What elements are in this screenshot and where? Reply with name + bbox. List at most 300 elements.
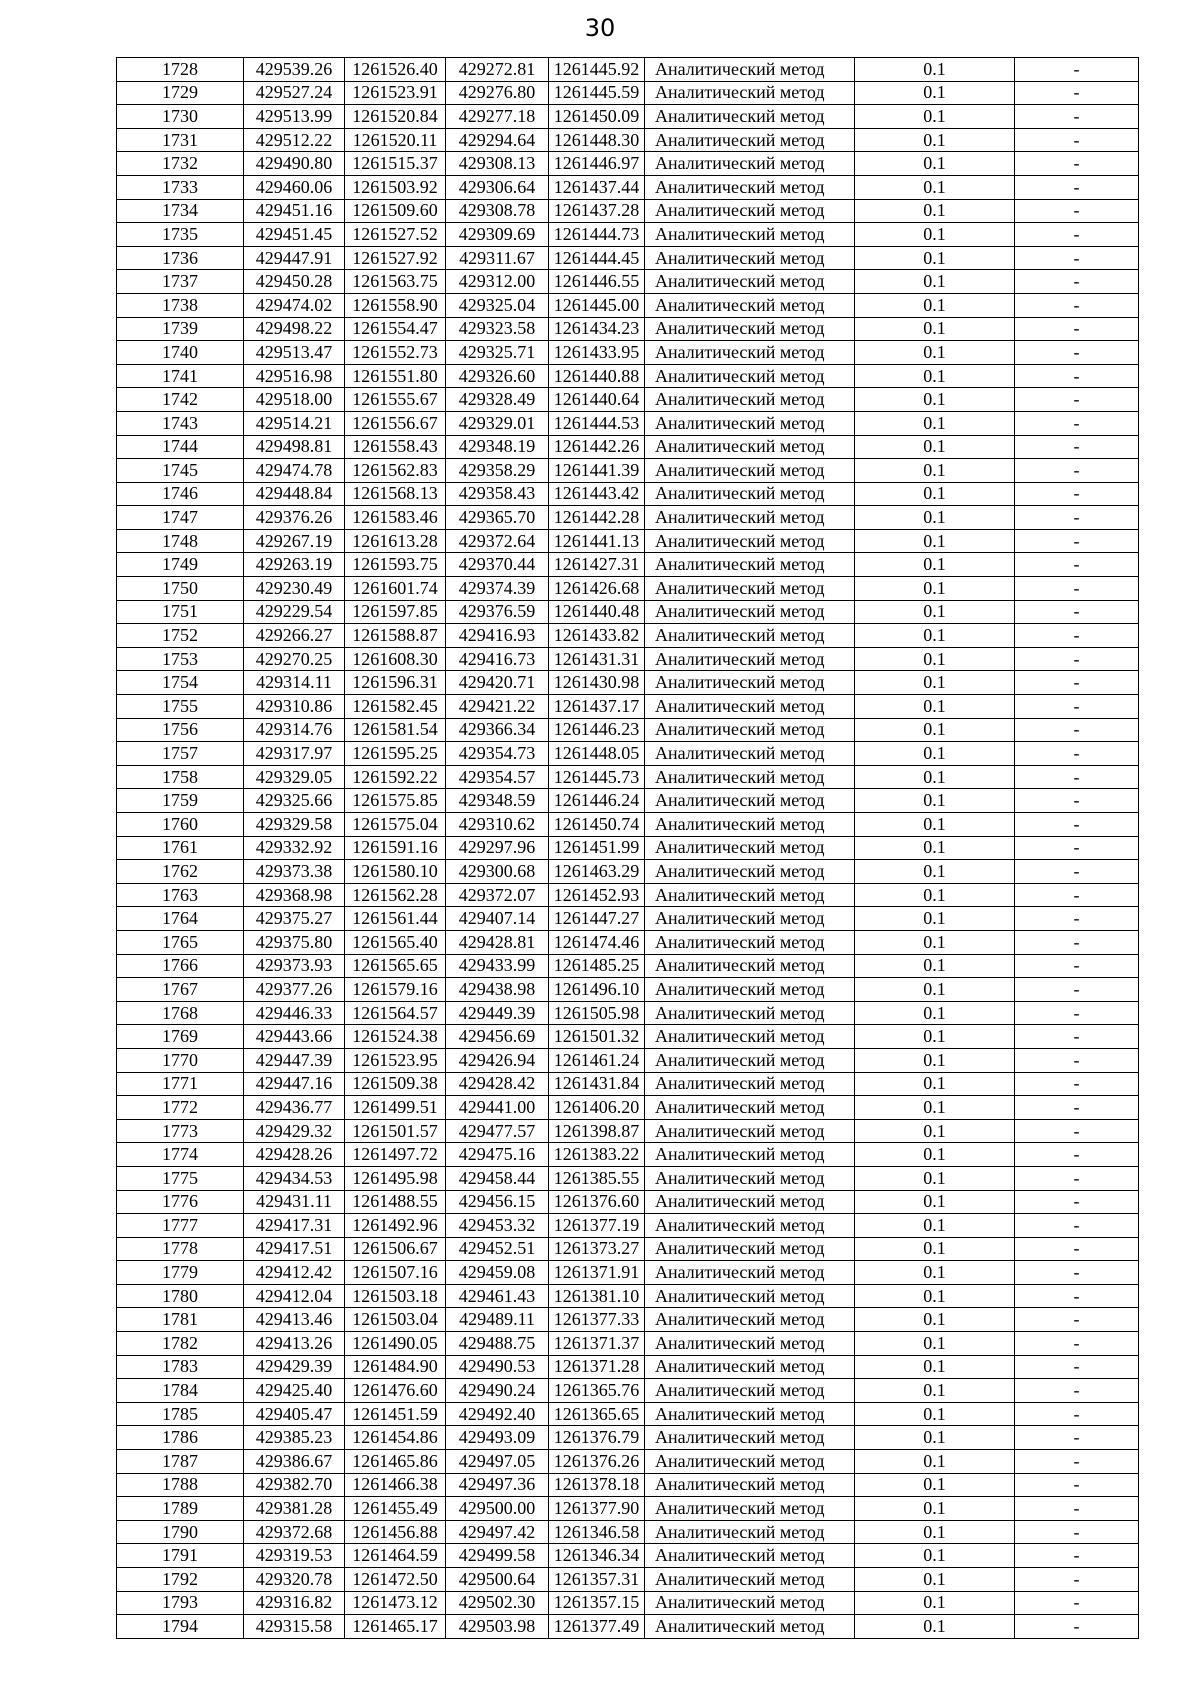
x2-cell: 429407.14 [446, 907, 549, 931]
point-number-cell: 1763 [117, 883, 244, 907]
point-number-cell: 1775 [117, 1166, 244, 1190]
y1-cell: 1261527.52 [345, 223, 446, 247]
table-row [117, 1143, 1139, 1167]
y1-cell: 1261558.43 [345, 435, 446, 459]
y1-cell: 1261551.80 [345, 364, 446, 388]
y2-cell: 1261431.84 [549, 1072, 645, 1096]
accuracy-cell: 0.1 [855, 1520, 1015, 1544]
accuracy-cell: 0.1 [855, 482, 1015, 506]
note-cell: - [1015, 860, 1139, 884]
method-cell: Аналитический метод [645, 317, 855, 341]
x1-cell: 429443.66 [244, 1025, 345, 1049]
y2-cell: 1261406.20 [549, 1096, 645, 1120]
method-cell: Аналитический метод [645, 695, 855, 719]
table-row [117, 695, 1139, 719]
y2-cell: 1261357.31 [549, 1568, 645, 1592]
point-number-cell: 1771 [117, 1072, 244, 1096]
y2-cell: 1261377.19 [549, 1214, 645, 1238]
point-number-cell: 1751 [117, 600, 244, 624]
table-row [117, 1379, 1139, 1403]
point-number-cell: 1784 [117, 1379, 244, 1403]
y1-cell: 1261556.67 [345, 411, 446, 435]
x2-cell: 429502.30 [446, 1591, 549, 1615]
point-number-cell: 1790 [117, 1520, 244, 1544]
x1-cell: 429412.04 [244, 1284, 345, 1308]
method-cell: Аналитический метод [645, 671, 855, 695]
y1-cell: 1261575.85 [345, 789, 446, 813]
point-number-cell: 1738 [117, 293, 244, 317]
point-number-cell: 1793 [117, 1591, 244, 1615]
x1-cell: 429513.47 [244, 341, 345, 365]
accuracy-cell: 0.1 [855, 860, 1015, 884]
y2-cell: 1261448.05 [549, 742, 645, 766]
y2-cell: 1261442.28 [549, 506, 645, 530]
method-cell: Аналитический метод [645, 600, 855, 624]
y1-cell: 1261591.16 [345, 836, 446, 860]
method-cell: Аналитический метод [645, 1166, 855, 1190]
accuracy-cell: 0.1 [855, 765, 1015, 789]
method-cell: Аналитический метод [645, 978, 855, 1002]
method-cell: Аналитический метод [645, 105, 855, 129]
y2-cell: 1261371.37 [549, 1332, 645, 1356]
x2-cell: 429459.08 [446, 1261, 549, 1285]
point-number-cell: 1792 [117, 1568, 244, 1592]
y1-cell: 1261499.51 [345, 1096, 446, 1120]
accuracy-cell: 0.1 [855, 1166, 1015, 1190]
y2-cell: 1261450.74 [549, 813, 645, 837]
x2-cell: 429308.78 [446, 199, 549, 223]
x1-cell: 429316.82 [244, 1591, 345, 1615]
x2-cell: 429311.67 [446, 246, 549, 270]
table-row [117, 223, 1139, 247]
table-row [117, 341, 1139, 365]
x2-cell: 429458.44 [446, 1166, 549, 1190]
method-cell: Аналитический метод [645, 1450, 855, 1474]
y1-cell: 1261524.38 [345, 1025, 446, 1049]
y1-cell: 1261588.87 [345, 624, 446, 648]
table-row [117, 1048, 1139, 1072]
x1-cell: 429263.19 [244, 553, 345, 577]
note-cell: - [1015, 1237, 1139, 1261]
x1-cell: 429320.78 [244, 1568, 345, 1592]
method-cell: Аналитический метод [645, 293, 855, 317]
y1-cell: 1261592.22 [345, 765, 446, 789]
y1-cell: 1261558.90 [345, 293, 446, 317]
note-cell: - [1015, 577, 1139, 601]
note-cell: - [1015, 1402, 1139, 1426]
method-cell: Аналитический метод [645, 624, 855, 648]
note-cell: - [1015, 1261, 1139, 1285]
point-number-cell: 1742 [117, 388, 244, 412]
method-cell: Аналитический метод [645, 860, 855, 884]
accuracy-cell: 0.1 [855, 175, 1015, 199]
point-number-cell: 1779 [117, 1261, 244, 1285]
x2-cell: 429370.44 [446, 553, 549, 577]
y2-cell: 1261474.46 [549, 930, 645, 954]
method-cell: Аналитический метод [645, 1402, 855, 1426]
y1-cell: 1261520.11 [345, 128, 446, 152]
y1-cell: 1261561.44 [345, 907, 446, 931]
y2-cell: 1261505.98 [549, 1001, 645, 1025]
note-cell: - [1015, 506, 1139, 530]
accuracy-cell: 0.1 [855, 459, 1015, 483]
note-cell: - [1015, 341, 1139, 365]
y1-cell: 1261582.45 [345, 695, 446, 719]
x2-cell: 429297.96 [446, 836, 549, 860]
method-cell: Аналитический метод [645, 1615, 855, 1639]
x1-cell: 429527.24 [244, 81, 345, 105]
accuracy-cell: 0.1 [855, 907, 1015, 931]
y1-cell: 1261579.16 [345, 978, 446, 1002]
point-number-cell: 1749 [117, 553, 244, 577]
x2-cell: 429428.42 [446, 1072, 549, 1096]
accuracy-cell: 0.1 [855, 1615, 1015, 1639]
note-cell: - [1015, 742, 1139, 766]
method-cell: Аналитический метод [645, 1591, 855, 1615]
accuracy-cell: 0.1 [855, 789, 1015, 813]
note-cell: - [1015, 411, 1139, 435]
point-number-cell: 1789 [117, 1497, 244, 1521]
x1-cell: 429332.92 [244, 836, 345, 860]
y1-cell: 1261597.85 [345, 600, 446, 624]
point-number-cell: 1773 [117, 1119, 244, 1143]
x2-cell: 429499.58 [446, 1544, 549, 1568]
x1-cell: 429498.22 [244, 317, 345, 341]
accuracy-cell: 0.1 [855, 695, 1015, 719]
x2-cell: 429300.68 [446, 860, 549, 884]
note-cell: - [1015, 1379, 1139, 1403]
accuracy-cell: 0.1 [855, 718, 1015, 742]
x2-cell: 429426.94 [446, 1048, 549, 1072]
y2-cell: 1261437.17 [549, 695, 645, 719]
note-cell: - [1015, 1001, 1139, 1025]
x1-cell: 429425.40 [244, 1379, 345, 1403]
x1-cell: 429229.54 [244, 600, 345, 624]
method-cell: Аналитический метод [645, 1214, 855, 1238]
y1-cell: 1261523.91 [345, 81, 446, 105]
x2-cell: 429449.39 [446, 1001, 549, 1025]
point-number-cell: 1734 [117, 199, 244, 223]
x2-cell: 429294.64 [446, 128, 549, 152]
note-cell: - [1015, 1591, 1139, 1615]
note-cell: - [1015, 671, 1139, 695]
note-cell: - [1015, 128, 1139, 152]
x1-cell: 429405.47 [244, 1402, 345, 1426]
x2-cell: 429497.42 [446, 1520, 549, 1544]
point-number-cell: 1736 [117, 246, 244, 270]
x1-cell: 429434.53 [244, 1166, 345, 1190]
method-cell: Аналитический метод [645, 930, 855, 954]
x1-cell: 429375.27 [244, 907, 345, 931]
method-cell: Аналитический метод [645, 1190, 855, 1214]
y1-cell: 1261466.38 [345, 1473, 446, 1497]
point-number-cell: 1776 [117, 1190, 244, 1214]
x2-cell: 429312.00 [446, 270, 549, 294]
x1-cell: 429412.42 [244, 1261, 345, 1285]
accuracy-cell: 0.1 [855, 1214, 1015, 1238]
method-cell: Аналитический метод [645, 435, 855, 459]
method-cell: Аналитический метод [645, 128, 855, 152]
method-cell: Аналитический метод [645, 1048, 855, 1072]
x2-cell: 429492.40 [446, 1402, 549, 1426]
y1-cell: 1261503.04 [345, 1308, 446, 1332]
note-cell: - [1015, 317, 1139, 341]
y2-cell: 1261440.64 [549, 388, 645, 412]
y2-cell: 1261444.73 [549, 223, 645, 247]
note-cell: - [1015, 647, 1139, 671]
accuracy-cell: 0.1 [855, 1261, 1015, 1285]
x1-cell: 429373.38 [244, 860, 345, 884]
point-number-cell: 1747 [117, 506, 244, 530]
y2-cell: 1261496.10 [549, 978, 645, 1002]
x1-cell: 429417.31 [244, 1214, 345, 1238]
y1-cell: 1261568.13 [345, 482, 446, 506]
table-row [117, 1308, 1139, 1332]
accuracy-cell: 0.1 [855, 1143, 1015, 1167]
y1-cell: 1261488.55 [345, 1190, 446, 1214]
x2-cell: 429358.43 [446, 482, 549, 506]
note-cell: - [1015, 388, 1139, 412]
x1-cell: 429270.25 [244, 647, 345, 671]
point-number-cell: 1729 [117, 81, 244, 105]
y2-cell: 1261445.92 [549, 58, 645, 82]
x2-cell: 429421.22 [446, 695, 549, 719]
accuracy-cell: 0.1 [855, 1568, 1015, 1592]
point-number-cell: 1733 [117, 175, 244, 199]
table-row [117, 883, 1139, 907]
accuracy-cell: 0.1 [855, 1426, 1015, 1450]
y2-cell: 1261445.00 [549, 293, 645, 317]
x1-cell: 429539.26 [244, 58, 345, 82]
x1-cell: 429474.78 [244, 459, 345, 483]
y2-cell: 1261442.26 [549, 435, 645, 459]
y1-cell: 1261503.92 [345, 175, 446, 199]
note-cell: - [1015, 1166, 1139, 1190]
accuracy-cell: 0.1 [855, 836, 1015, 860]
accuracy-cell: 0.1 [855, 105, 1015, 129]
table-row [117, 765, 1139, 789]
y2-cell: 1261433.82 [549, 624, 645, 648]
x2-cell: 429503.98 [446, 1615, 549, 1639]
method-cell: Аналитический метод [645, 577, 855, 601]
table-row [117, 577, 1139, 601]
method-cell: Аналитический метод [645, 506, 855, 530]
note-cell: - [1015, 765, 1139, 789]
method-cell: Аналитический метод [645, 647, 855, 671]
method-cell: Аналитический метод [645, 1544, 855, 1568]
y1-cell: 1261575.04 [345, 813, 446, 837]
x2-cell: 429323.58 [446, 317, 549, 341]
accuracy-cell: 0.1 [855, 1284, 1015, 1308]
method-cell: Аналитический метод [645, 175, 855, 199]
accuracy-cell: 0.1 [855, 246, 1015, 270]
point-number-cell: 1744 [117, 435, 244, 459]
table-row [117, 1520, 1139, 1544]
y1-cell: 1261495.98 [345, 1166, 446, 1190]
x2-cell: 429366.34 [446, 718, 549, 742]
y1-cell: 1261580.10 [345, 860, 446, 884]
x2-cell: 429354.73 [446, 742, 549, 766]
note-cell: - [1015, 199, 1139, 223]
accuracy-cell: 0.1 [855, 317, 1015, 341]
method-cell: Аналитический метод [645, 199, 855, 223]
point-number-cell: 1785 [117, 1402, 244, 1426]
note-cell: - [1015, 1544, 1139, 1568]
y2-cell: 1261376.26 [549, 1450, 645, 1474]
accuracy-cell: 0.1 [855, 411, 1015, 435]
point-number-cell: 1791 [117, 1544, 244, 1568]
y2-cell: 1261373.27 [549, 1237, 645, 1261]
note-cell: - [1015, 58, 1139, 82]
x1-cell: 429375.80 [244, 930, 345, 954]
table-row [117, 1261, 1139, 1285]
note-cell: - [1015, 1308, 1139, 1332]
accuracy-cell: 0.1 [855, 128, 1015, 152]
y1-cell: 1261476.60 [345, 1379, 446, 1403]
point-number-cell: 1777 [117, 1214, 244, 1238]
note-cell: - [1015, 1190, 1139, 1214]
accuracy-cell: 0.1 [855, 1237, 1015, 1261]
table-row [117, 1402, 1139, 1426]
point-number-cell: 1767 [117, 978, 244, 1002]
x2-cell: 429489.11 [446, 1308, 549, 1332]
method-cell: Аналитический метод [645, 459, 855, 483]
y2-cell: 1261440.88 [549, 364, 645, 388]
x2-cell: 429500.64 [446, 1568, 549, 1592]
y2-cell: 1261437.28 [549, 199, 645, 223]
y1-cell: 1261497.72 [345, 1143, 446, 1167]
x2-cell: 429500.00 [446, 1497, 549, 1521]
method-cell: Аналитический метод [645, 364, 855, 388]
y1-cell: 1261490.05 [345, 1332, 446, 1356]
accuracy-cell: 0.1 [855, 341, 1015, 365]
accuracy-cell: 0.1 [855, 199, 1015, 223]
y2-cell: 1261346.58 [549, 1520, 645, 1544]
x2-cell: 429428.81 [446, 930, 549, 954]
method-cell: Аналитический метод [645, 58, 855, 82]
x1-cell: 429413.46 [244, 1308, 345, 1332]
point-number-cell: 1740 [117, 341, 244, 365]
x1-cell: 429450.28 [244, 270, 345, 294]
x2-cell: 429416.73 [446, 647, 549, 671]
point-number-cell: 1778 [117, 1237, 244, 1261]
x2-cell: 429328.49 [446, 388, 549, 412]
method-cell: Аналитический метод [645, 1568, 855, 1592]
accuracy-cell: 0.1 [855, 978, 1015, 1002]
note-cell: - [1015, 246, 1139, 270]
y1-cell: 1261456.88 [345, 1520, 446, 1544]
method-cell: Аналитический метод [645, 1096, 855, 1120]
point-number-cell: 1772 [117, 1096, 244, 1120]
y1-cell: 1261562.83 [345, 459, 446, 483]
accuracy-cell: 0.1 [855, 1379, 1015, 1403]
point-number-cell: 1769 [117, 1025, 244, 1049]
note-cell: - [1015, 1355, 1139, 1379]
note-cell: - [1015, 1473, 1139, 1497]
x1-cell: 429413.26 [244, 1332, 345, 1356]
y2-cell: 1261444.53 [549, 411, 645, 435]
y2-cell: 1261450.09 [549, 105, 645, 129]
x2-cell: 429433.99 [446, 954, 549, 978]
method-cell: Аналитический метод [645, 765, 855, 789]
method-cell: Аналитический метод [645, 907, 855, 931]
table-row [117, 435, 1139, 459]
accuracy-cell: 0.1 [855, 1402, 1015, 1426]
accuracy-cell: 0.1 [855, 364, 1015, 388]
note-cell: - [1015, 836, 1139, 860]
x1-cell: 429451.16 [244, 199, 345, 223]
coordinates-table [116, 57, 1139, 1639]
x1-cell: 429267.19 [244, 529, 345, 553]
note-cell: - [1015, 1048, 1139, 1072]
point-number-cell: 1759 [117, 789, 244, 813]
y1-cell: 1261492.96 [345, 1214, 446, 1238]
method-cell: Аналитический метод [645, 836, 855, 860]
point-number-cell: 1794 [117, 1615, 244, 1639]
point-number-cell: 1741 [117, 364, 244, 388]
table-row [117, 954, 1139, 978]
table-row [117, 1072, 1139, 1096]
x2-cell: 429374.39 [446, 577, 549, 601]
point-number-cell: 1746 [117, 482, 244, 506]
x1-cell: 429447.91 [244, 246, 345, 270]
table-row [117, 1544, 1139, 1568]
y1-cell: 1261555.67 [345, 388, 446, 412]
method-cell: Аналитический метод [645, 553, 855, 577]
point-number-cell: 1754 [117, 671, 244, 695]
method-cell: Аналитический метод [645, 411, 855, 435]
x1-cell: 429448.84 [244, 482, 345, 506]
point-number-cell: 1750 [117, 577, 244, 601]
table-row [117, 105, 1139, 129]
x2-cell: 429493.09 [446, 1426, 549, 1450]
point-number-cell: 1760 [117, 813, 244, 837]
accuracy-cell: 0.1 [855, 1355, 1015, 1379]
point-number-cell: 1743 [117, 411, 244, 435]
method-cell: Аналитический метод [645, 388, 855, 412]
y2-cell: 1261383.22 [549, 1143, 645, 1167]
x1-cell: 429460.06 [244, 175, 345, 199]
x1-cell: 429436.77 [244, 1096, 345, 1120]
point-number-cell: 1755 [117, 695, 244, 719]
table-row [117, 907, 1139, 931]
y1-cell: 1261613.28 [345, 529, 446, 553]
accuracy-cell: 0.1 [855, 577, 1015, 601]
method-cell: Аналитический метод [645, 1237, 855, 1261]
point-number-cell: 1745 [117, 459, 244, 483]
note-cell: - [1015, 907, 1139, 931]
table-row [117, 81, 1139, 105]
point-number-cell: 1766 [117, 954, 244, 978]
x2-cell: 429452.51 [446, 1237, 549, 1261]
method-cell: Аналитический метод [645, 954, 855, 978]
point-number-cell: 1748 [117, 529, 244, 553]
accuracy-cell: 0.1 [855, 1072, 1015, 1096]
note-cell: - [1015, 1096, 1139, 1120]
point-number-cell: 1774 [117, 1143, 244, 1167]
accuracy-cell: 0.1 [855, 270, 1015, 294]
y2-cell: 1261440.48 [549, 600, 645, 624]
point-number-cell: 1764 [117, 907, 244, 931]
accuracy-cell: 0.1 [855, 624, 1015, 648]
table-row [117, 600, 1139, 624]
y1-cell: 1261451.59 [345, 1402, 446, 1426]
y2-cell: 1261452.93 [549, 883, 645, 907]
accuracy-cell: 0.1 [855, 647, 1015, 671]
accuracy-cell: 0.1 [855, 813, 1015, 837]
x2-cell: 429475.16 [446, 1143, 549, 1167]
method-cell: Аналитический метод [645, 1001, 855, 1025]
